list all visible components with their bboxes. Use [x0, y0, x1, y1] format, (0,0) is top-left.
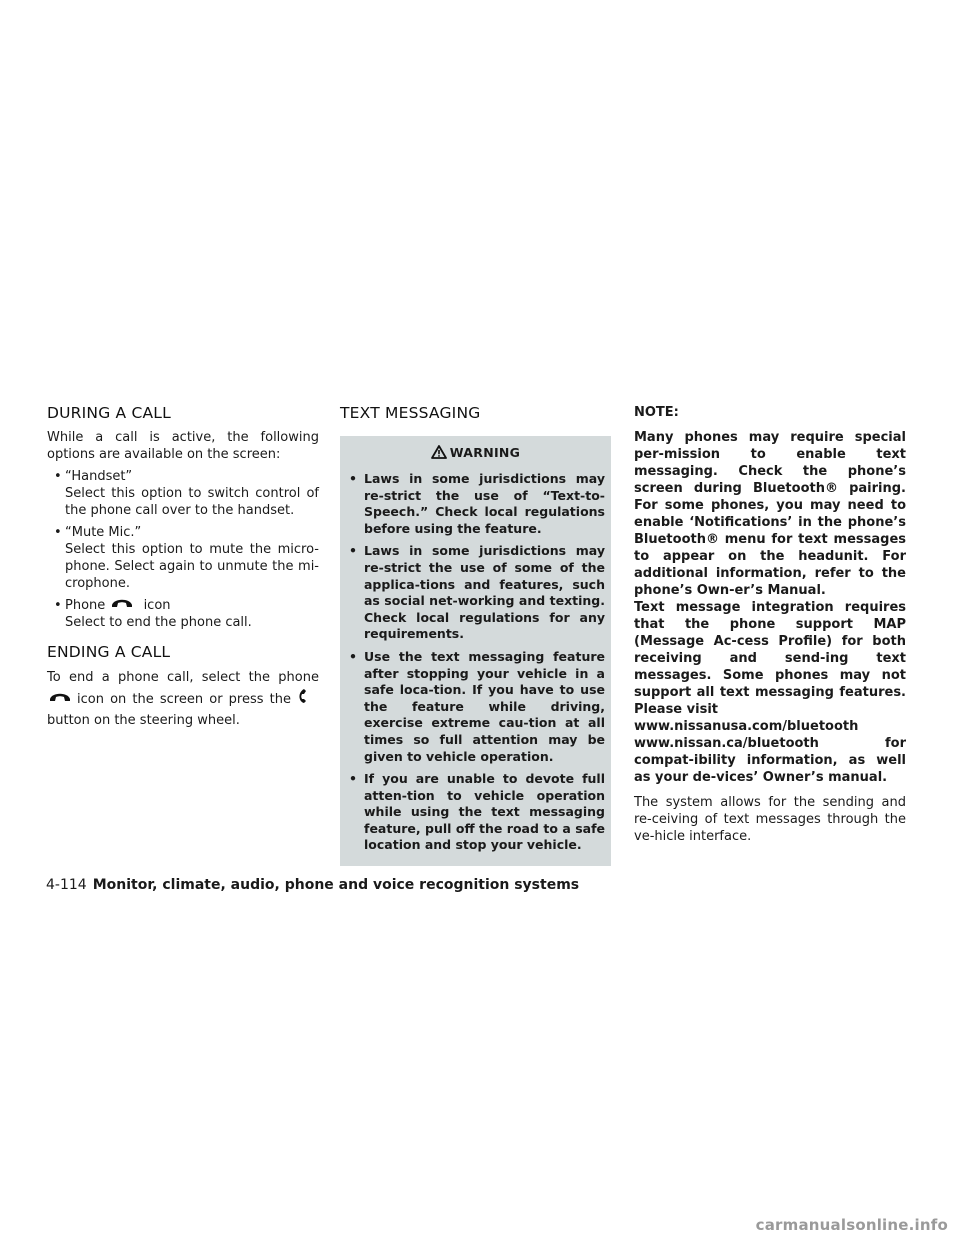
warning-box — [340, 436, 611, 866]
list-item — [47, 597, 319, 631]
ending-call-text: To end a phone call, select the phoneicon on the screen or press thebutton on the steering wheel. — [47, 670, 319, 728]
phone-handset-icon — [297, 688, 307, 711]
warning-item: • If you are unable to devote full atten-tion to vehicle operation while using the text messaging feature, pull off the road to a safe location and stop your vehicle. — [349, 771, 605, 853]
warning-triangle-icon — [431, 445, 447, 463]
column-left — [47, 400, 319, 731]
list-item — [47, 524, 319, 592]
watermark: carmanualsonline.info — [755, 1216, 948, 1234]
option-title: “Handset” — [65, 469, 133, 484]
option-desc: Select this option to mute the micro-phone. Select again to unmute the mi-crophone. — [65, 542, 319, 591]
note-label: NOTE: — [634, 405, 679, 420]
warning-item: • Laws in some jurisdictions may re-strict the use of some of the applica-tions and features, such as social net-working and texting. Check local regulations for any requirements. — [349, 543, 605, 642]
warning-item: • Laws in some jurisdictions may re-strict the use of “Text-to-Speech.” Check local regulations before using the feature. — [349, 471, 605, 536]
heading-during-a-call: DURING A CALL — [47, 404, 171, 422]
note-paragraph: Many phones may require special per-mission to enable text messaging. Check the phone’s screen during Bluetooth® pairing. For some phones, you may need to enable ‘Notifications’ in the phone’s Bluetooth® menu for text messages to appear on the headunit. For additional information, refer to the phone’s Own-er’s Manual. — [634, 430, 906, 598]
option-desc: Select this option to switch control of the phone call over to the handset. — [65, 486, 319, 518]
note-paragraph: Text message integration requires that the phone support MAP (Message Ac-cess Profile) for both receiving and send-ing text messages. Some phones may not support all text messaging features. Please visit — [634, 600, 906, 717]
note-url: www.nissanusa.com/bluetooth — [634, 719, 859, 734]
option-title: “Mute Mic.” — [65, 525, 142, 540]
bullet: • — [54, 469, 62, 484]
warning-item: • Use the text messaging feature after stopping your vehicle in a safe loca-tion. If you have to use the feature while driving, exercise extreme cau-tion at all times so full attention may be given to vehicle operation. — [349, 648, 605, 764]
column-right — [634, 400, 906, 845]
note-body — [634, 429, 906, 786]
option-title-pre: Phone — [65, 598, 106, 613]
end-call-icon — [49, 690, 71, 710]
page-number: 4-114 — [46, 877, 87, 893]
end-call-icon — [111, 597, 133, 614]
page-footer — [46, 877, 579, 893]
column-middle — [340, 400, 611, 866]
option-desc: Select to end the phone call. — [65, 615, 252, 630]
list-item — [47, 468, 319, 519]
heading-ending-a-call: ENDING A CALL — [47, 643, 171, 661]
note-paragraph: www.nissan.ca/bluetooth for compat-ibility information, as well as your de-vices’ Owner’s manual. — [634, 736, 906, 785]
bullet: • — [54, 598, 62, 613]
option-title-post: icon — [143, 598, 171, 613]
section-title: Monitor, climate, audio, phone and voice recognition systems — [92, 877, 580, 893]
text-messaging-description: The system allows for the sending and re-ceiving of text messages through the ve-hicle interface. — [634, 795, 906, 844]
heading-text-messaging: TEXT MESSAGING — [340, 404, 481, 422]
during-call-intro: While a call is active, the following options are available on the screen: — [47, 430, 319, 462]
bullet: • — [54, 525, 62, 540]
warning-label: WARNING — [449, 445, 521, 460]
